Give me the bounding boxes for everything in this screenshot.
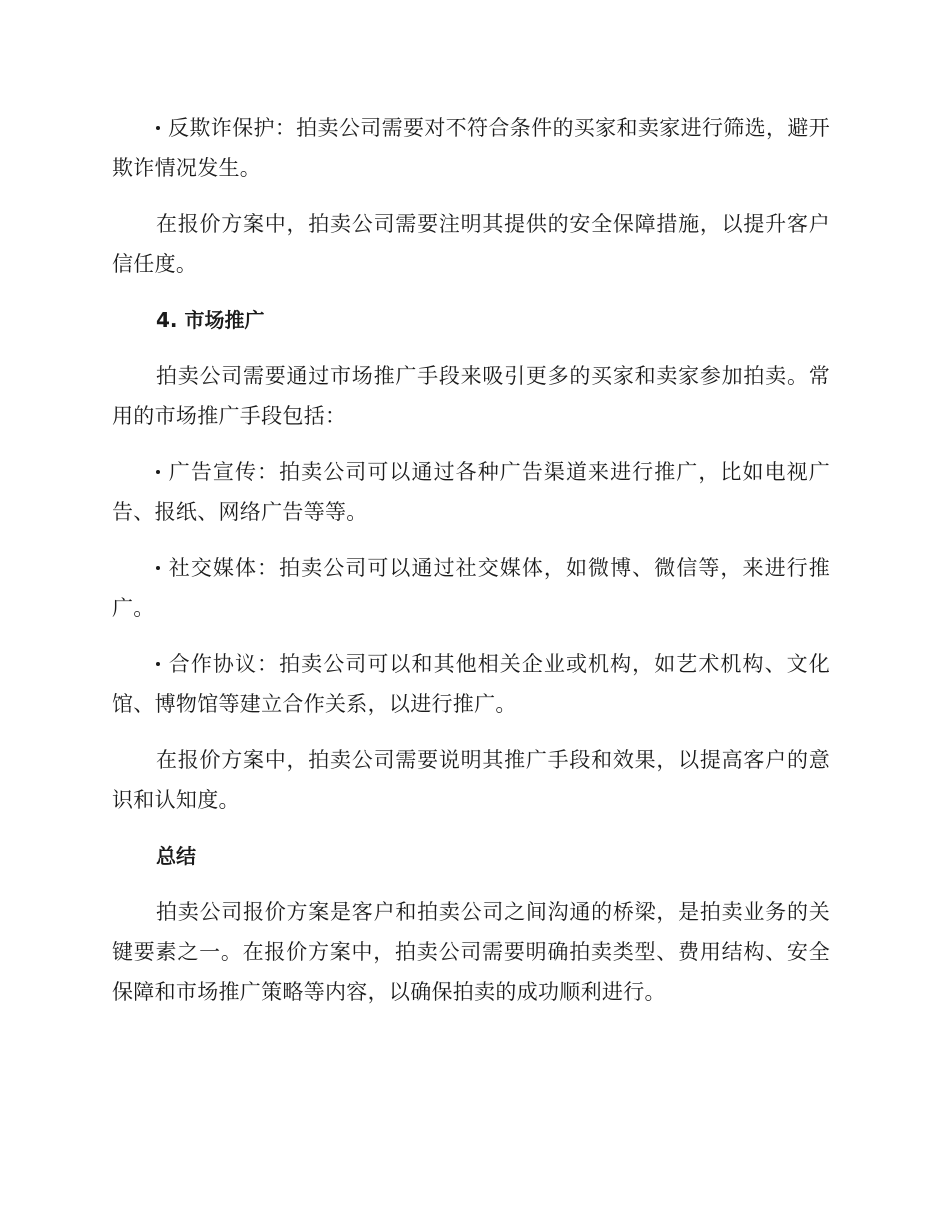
bullet-icon [156, 470, 160, 474]
bullet-text: 社交媒体：拍卖公司可以通过社交媒体，如微博、微信等，来进行推广。 [112, 556, 830, 620]
bullet-text: 反欺诈保护：拍卖公司需要对不符合条件的买家和卖家进行筛选，避开欺诈情况发生。 [112, 116, 830, 180]
paragraph-marketing-note: 在报价方案中，拍卖公司需要说明其推广手段和效果，以提高客户的意识和认知度。 [112, 748, 830, 812]
paragraph-summary: 拍卖公司报价方案是客户和拍卖公司之间沟通的桥梁，是拍卖业务的关键要素之一。在报价方案中，拍卖公司需要明确拍卖类型、费用结构、安全保障和市场推广策略等内容，以确保拍卖的成功顺利进行。 [112, 900, 830, 1004]
bullet-partnership [112, 644, 830, 724]
section-heading-marketing: 4. 市场推广 [156, 308, 265, 332]
bullet-anti-fraud [112, 108, 830, 188]
section-heading-summary: 总结 [156, 844, 196, 868]
document-body [112, 108, 830, 1028]
bullet-icon [156, 662, 160, 666]
bullet-icon [156, 566, 160, 570]
bullet-text: 广告宣传：拍卖公司可以通过各种广告渠道来进行推广，比如电视广告、报纸、网络广告等等。 [112, 460, 830, 524]
bullet-social-media [112, 548, 830, 628]
bullet-icon [156, 126, 160, 130]
bullet-advertising [112, 452, 830, 532]
bullet-text: 合作协议：拍卖公司可以和其他相关企业或机构，如艺术机构、文化馆、博物馆等建立合作关系，以进行推广。 [112, 652, 830, 716]
paragraph-marketing-intro: 拍卖公司需要通过市场推广手段来吸引更多的买家和卖家参加拍卖。常用的市场推广手段包括： [112, 364, 830, 428]
paragraph-security-note: 在报价方案中，拍卖公司需要注明其提供的安全保障措施，以提升客户信任度。 [112, 212, 830, 276]
